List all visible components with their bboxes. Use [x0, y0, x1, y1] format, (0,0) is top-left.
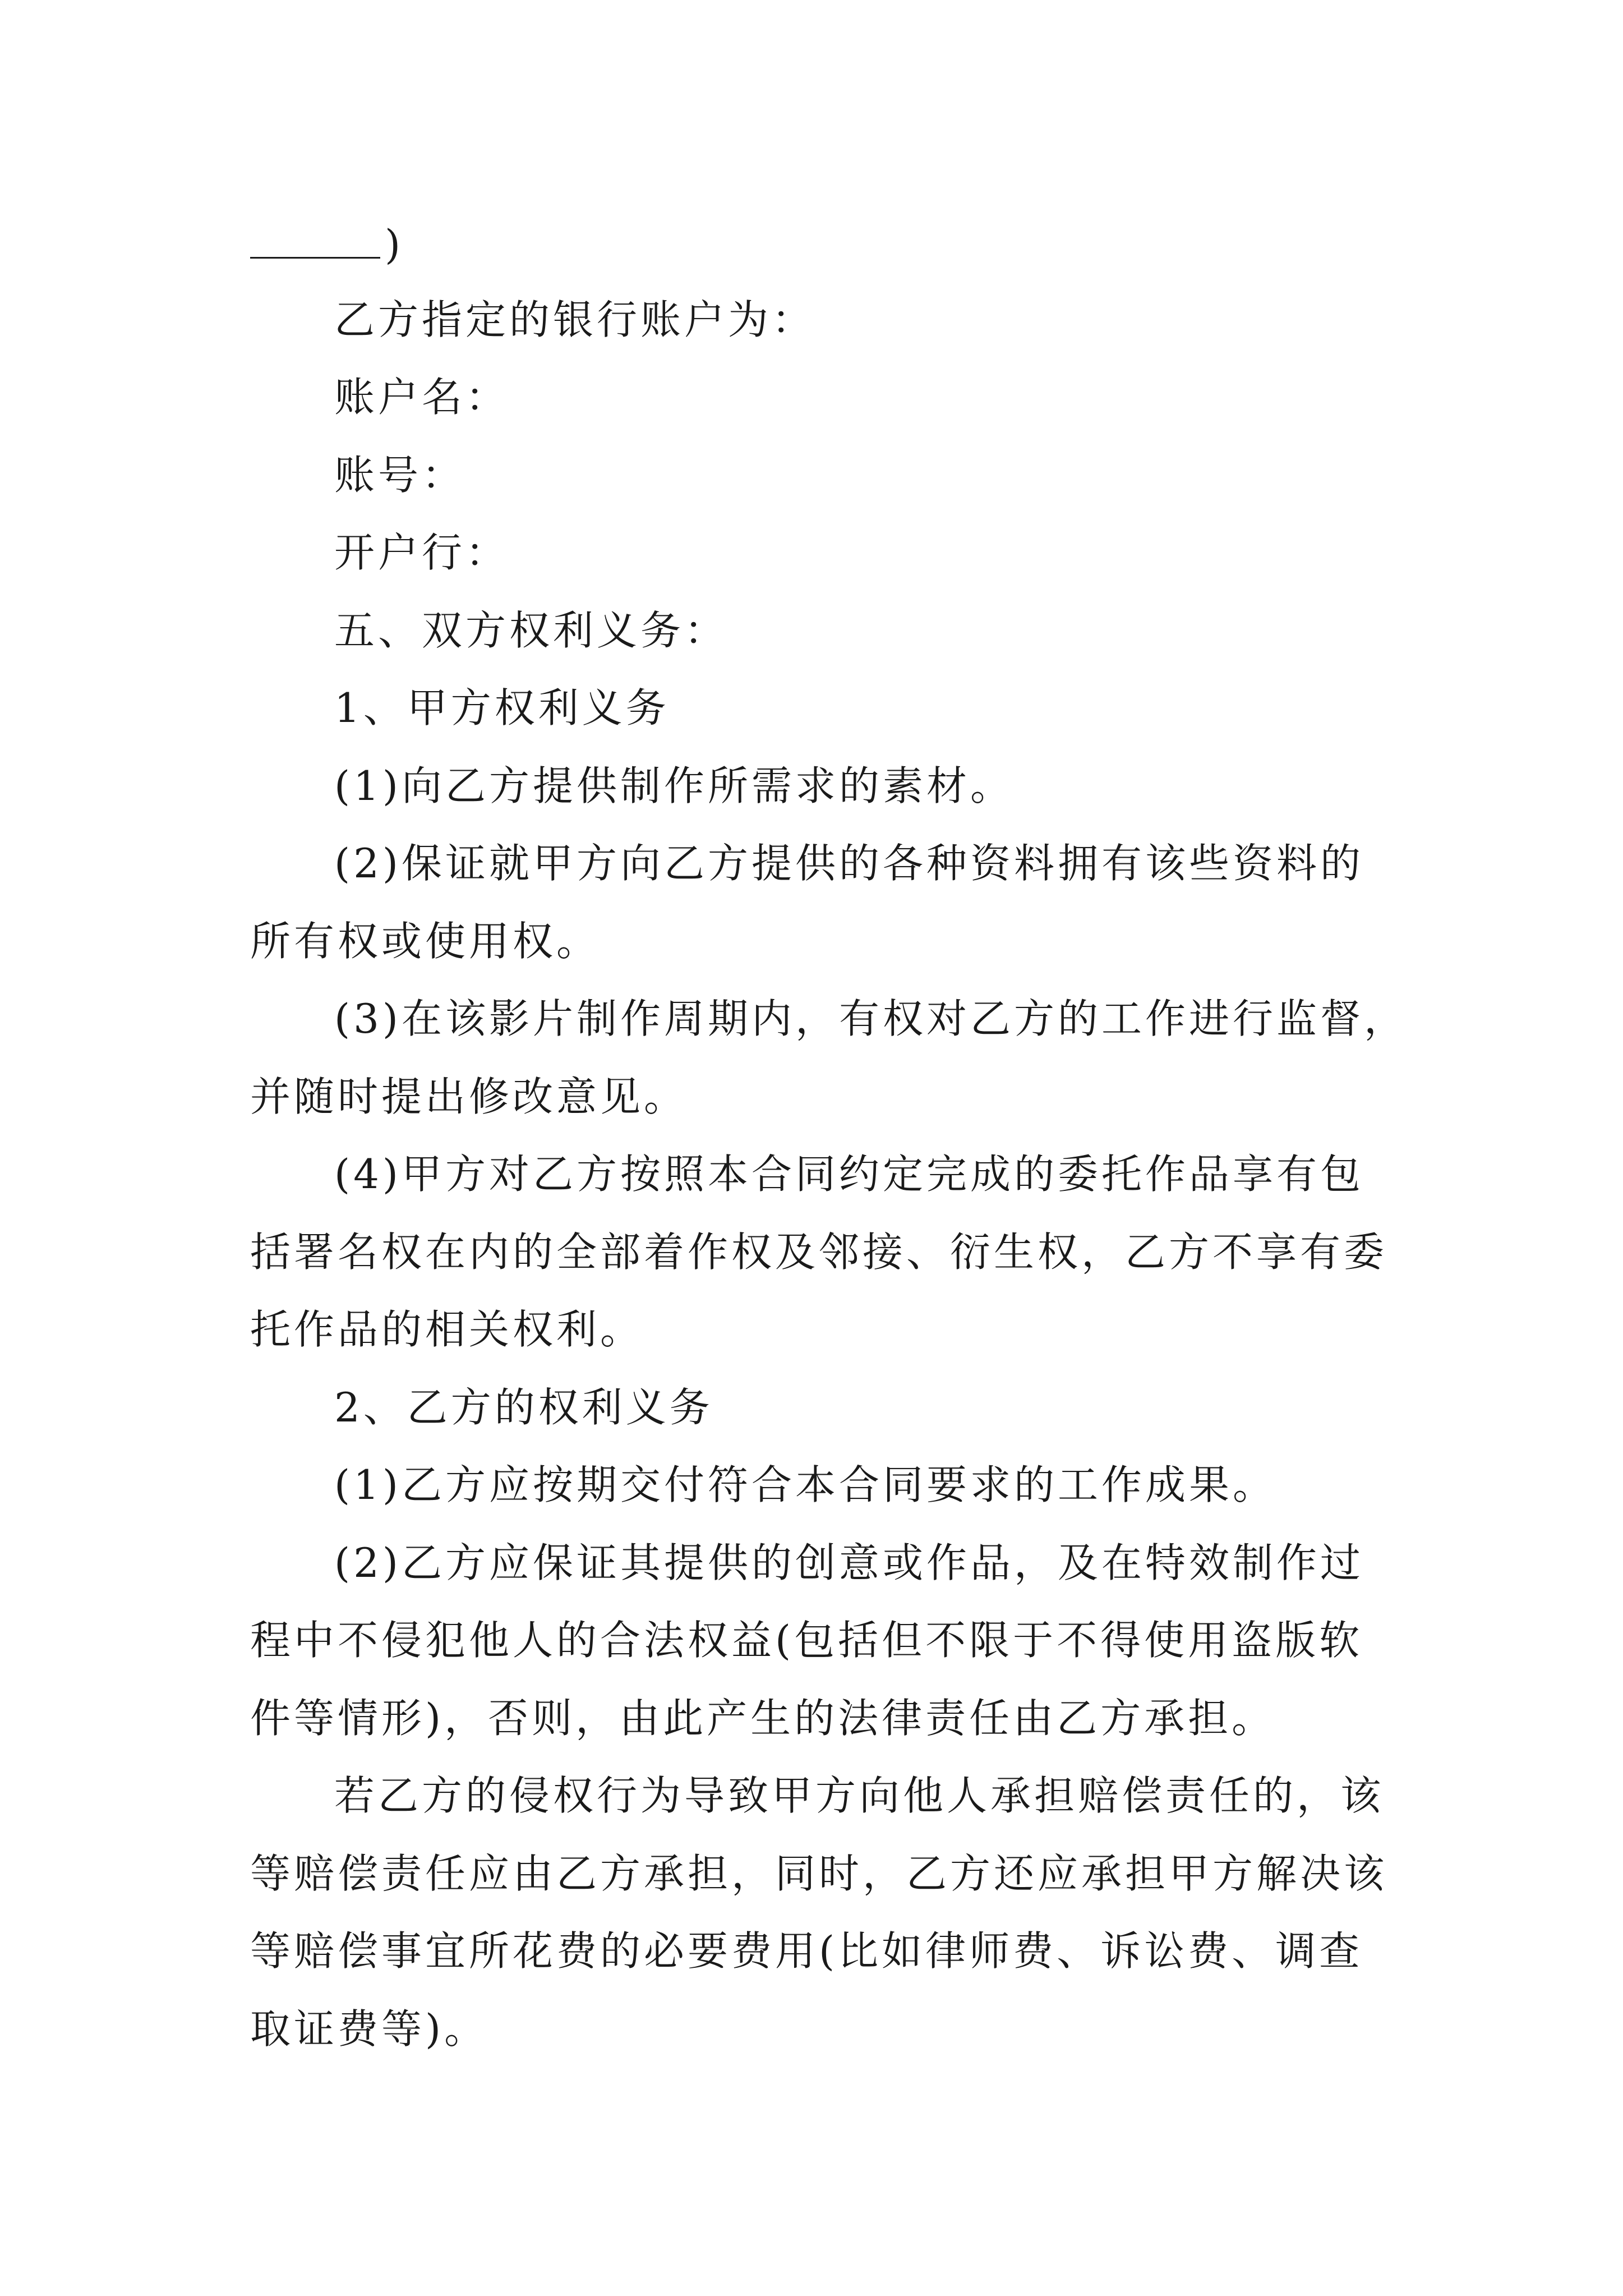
document-body — [250, 203, 1408, 2068]
closing-paren: ) — [385, 221, 404, 268]
paragraph-line: 乙方指定的银行账户为： — [334, 296, 816, 343]
subsection-heading: 2、乙方的权利义务 — [334, 1383, 713, 1431]
paragraph-line: (2)保证就甲方向乙方提供的各种资料拥有该些资料的 — [334, 840, 1364, 887]
paragraph-line: 账号： — [334, 451, 466, 499]
paragraph-line: 等赔偿事宜所花费的必要费用(比如律师费、诉讼费、调查 — [250, 1927, 1363, 1975]
paragraph-line: 取证费等)。 — [250, 2005, 488, 2053]
subsection-heading: 1、甲方权利义务 — [334, 684, 670, 731]
paragraph-line: (4)甲方对乙方按照本合同约定完成的委托作品享有包 — [334, 1151, 1364, 1198]
paragraph-line: 括署名权在内的全部着作权及邻接、衍生权，乙方不享有委 — [250, 1228, 1388, 1276]
paragraph-line: (2)乙方应保证其提供的创意或作品，及在特效制作过 — [334, 1539, 1364, 1586]
paragraph-line: 等赔偿责任应由乙方承担，同时，乙方还应承担甲方解决该 — [250, 1849, 1388, 1897]
paragraph-line: 并随时提出修改意见。 — [250, 1073, 688, 1120]
section-heading: 五、双方权利义务： — [334, 606, 728, 654]
paragraph-line: 托作品的相关权利。 — [250, 1306, 644, 1353]
paragraph-line: (3)在该影片制作周期内，有权对乙方的工作进行监督， — [334, 995, 1408, 1042]
paragraph-line: 件等情形)，否则，由此产生的法律责任由乙方承担。 — [250, 1694, 1276, 1742]
blank-underline — [250, 203, 380, 259]
paragraph-line: 程中不侵犯他人的合法权益(包括但不限于不得使用盗版软 — [250, 1617, 1363, 1664]
paragraph-line: 若乙方的侵权行为导致甲方向他人承担赔偿责任的，该 — [334, 1772, 1385, 1819]
blank-fill-line — [250, 203, 1389, 281]
paragraph-line: 开户行： — [334, 529, 510, 576]
paragraph-line: (1)乙方应按期交付符合本合同要求的工作成果。 — [334, 1461, 1276, 1508]
paragraph-line: 所有权或使用权。 — [250, 917, 601, 965]
paragraph-line: 账户名： — [334, 374, 510, 421]
paragraph-line: (1)向乙方提供制作所需求的素材。 — [334, 762, 1014, 809]
